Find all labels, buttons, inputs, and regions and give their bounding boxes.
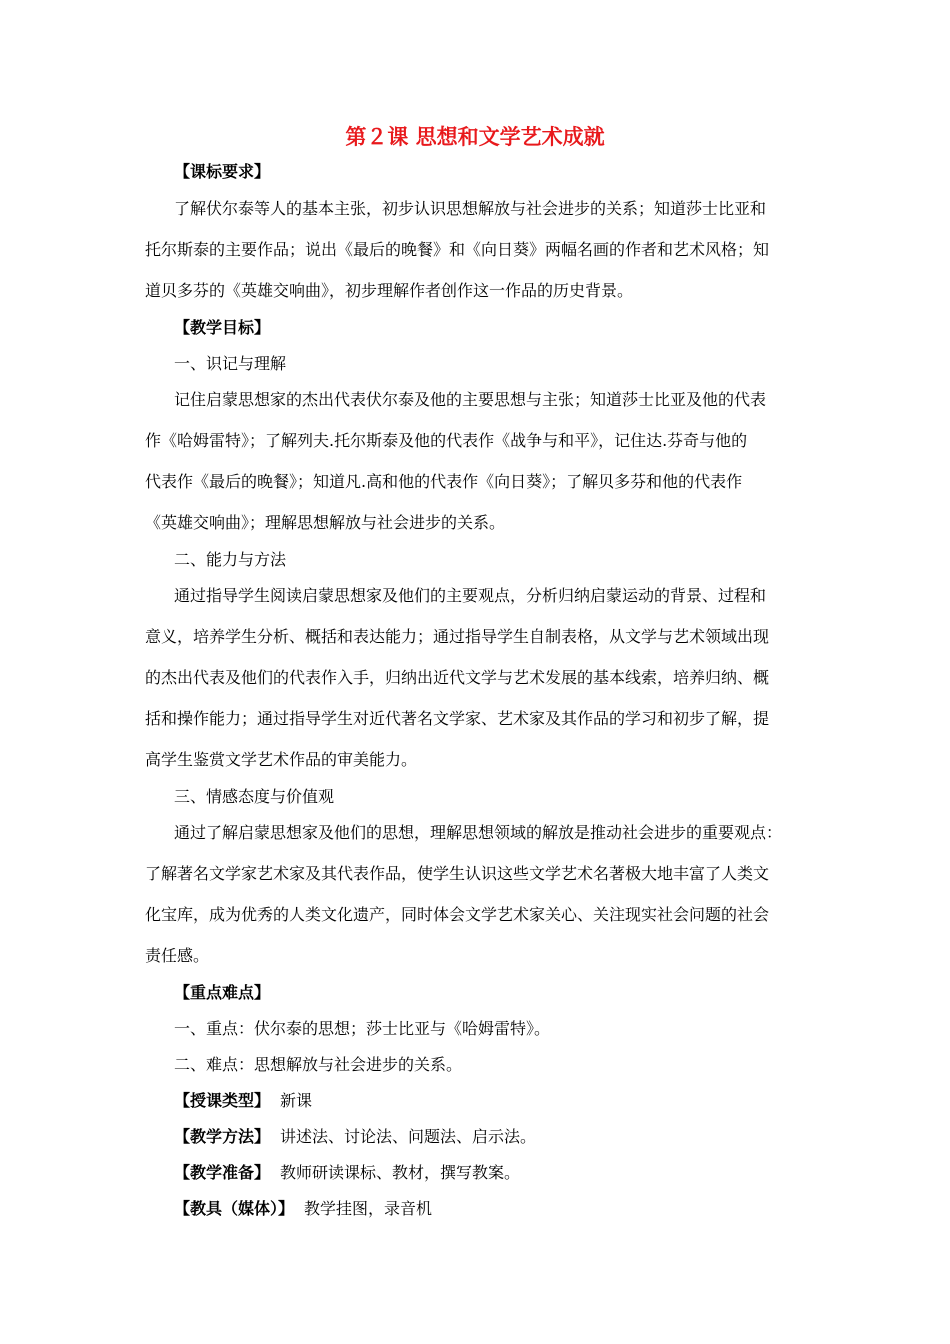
- curriculum-line: 托尔斯泰的主要作品；说出《最后的晚餐》和《向日葵》两幅名画的作者和艺术风格；知: [145, 240, 770, 259]
- preparation-row: [174, 1163, 520, 1183]
- goals-line: 记住启蒙思想家的杰出代表伏尔泰及他的主要思想与主张；知道莎士比亚及他的代表: [174, 390, 767, 409]
- lesson-type-label: 【授课类型】: [174, 1091, 271, 1110]
- lesson-type-row: [174, 1091, 312, 1111]
- goals-line: 《英雄交响曲》；理解思想解放与社会进步的关系。: [145, 513, 506, 532]
- goals-line: 意义，培养学生分析、概括和表达能力；通过指导学生自制表格，从文学与艺术领域出现: [145, 627, 770, 646]
- goals-line: 化宝库，成为优秀的人类文化遗产，同时体会文学艺术家关心、关注现实社会问题的社会: [145, 905, 770, 924]
- lesson-type-value: 新课: [280, 1091, 313, 1110]
- goals-line: 作《哈姆雷特》；了解列夫.托尔斯泰及他的代表作《战争与和平》，记住达.芬奇与他的: [145, 431, 748, 450]
- curriculum-line: 了解伏尔泰等人的基本主张，初步认识思想解放与社会进步的关系；知道莎士比亚和: [174, 199, 767, 218]
- media-row: [174, 1199, 432, 1219]
- lesson-title: 第２课 思想和文学艺术成就: [345, 124, 605, 149]
- goals-line: 责任感。: [145, 946, 210, 965]
- goals-line: 了解著名文学家艺术家及其代表作品，使学生认识这些文学艺术名著极大地丰富了人类文: [145, 864, 770, 883]
- media-label: 【教具（媒体）】: [174, 1199, 295, 1218]
- goals-section-heading: 一、识记与理解: [174, 354, 287, 373]
- goals-line: 通过指导学生阅读启蒙思想家及他们的主要观点，分析归纳启蒙运动的背景、过程和: [174, 586, 767, 605]
- methods-row: [174, 1127, 536, 1147]
- goals-section-heading: 二、能力与方法: [174, 550, 287, 569]
- key-point: 一、重点：伏尔泰的思想；莎士比亚与《哈姆雷特》。: [174, 1019, 551, 1038]
- preparation-label: 【教学准备】: [174, 1163, 271, 1182]
- goals-line: 高学生鉴赏文学艺术作品的审美能力。: [145, 750, 418, 769]
- methods-label: 【教学方法】: [174, 1127, 271, 1146]
- goals-section-heading: 三、情感态度与价值观: [174, 787, 335, 806]
- goals-heading: 【教学目标】: [174, 318, 271, 337]
- methods-value: 讲述法、讨论法、问题法、启示法。: [280, 1127, 537, 1146]
- goals-line: 的杰出代表及他们的代表作入手，归纳出近代文学与艺术发展的基本线索，培养归纳、概: [145, 668, 770, 687]
- goals-line: 通过了解启蒙思想家及他们的思想，理解思想领域的解放是推动社会进步的重要观点：: [174, 823, 783, 842]
- curriculum-heading: 【课标要求】: [174, 162, 271, 181]
- goals-line: 括和操作能力；通过指导学生对近代著名文学家、艺术家及其作品的学习和初步了解，提: [145, 709, 770, 728]
- curriculum-line: 道贝多芬的《英雄交响曲》，初步理解作者创作这一作品的历史背景。: [145, 281, 634, 300]
- key-points-heading: 【重点难点】: [174, 983, 271, 1002]
- goals-line: 代表作《最后的晚餐》；知道凡.高和他的代表作《向日葵》；了解贝多芬和他的代表作: [145, 472, 743, 491]
- difficult-point: 二、难点：思想解放与社会进步的关系。: [174, 1055, 463, 1074]
- media-value: 教学挂图，录音机: [304, 1199, 433, 1218]
- preparation-value: 教师研读课标、教材，撰写教案。: [280, 1163, 521, 1182]
